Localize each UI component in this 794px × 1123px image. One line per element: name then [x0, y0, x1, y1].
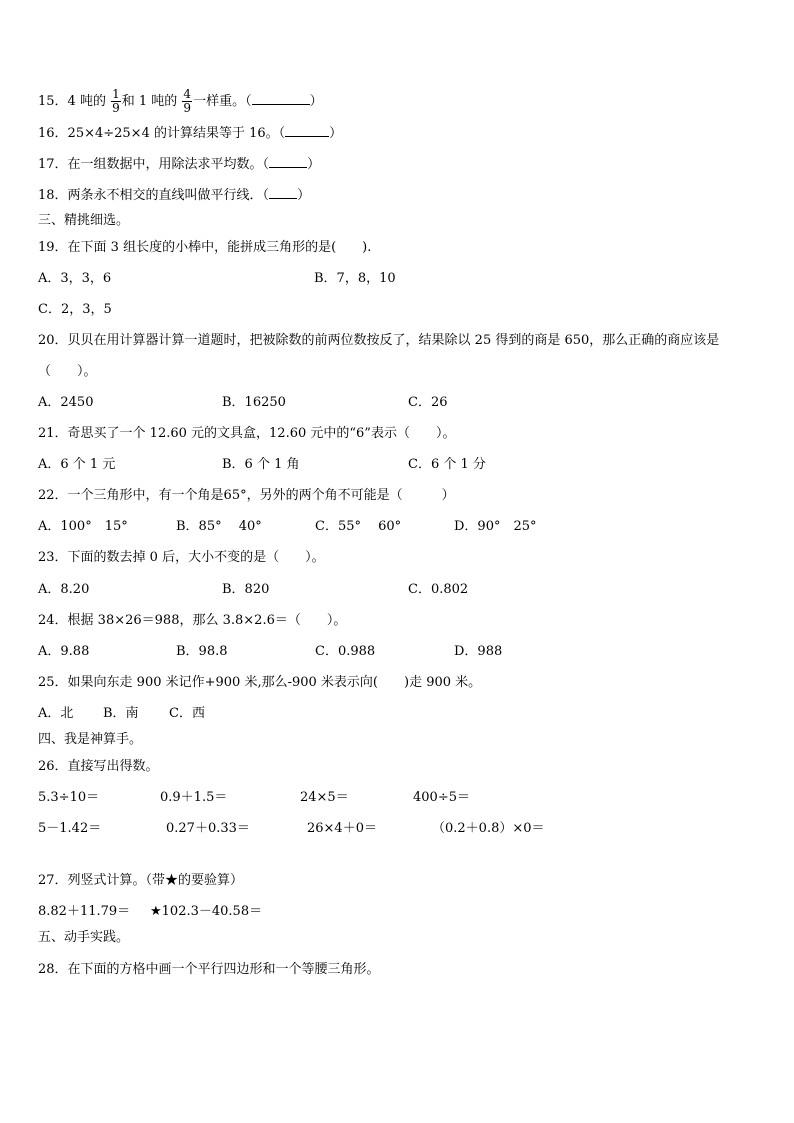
section-3-heading: 三、精挑细选。: [38, 213, 130, 228]
option-b[interactable]: B．7，8，10: [314, 271, 396, 286]
option-a[interactable]: A．3，3，6: [38, 271, 112, 286]
option-c[interactable]: C．0.802: [408, 582, 469, 597]
question-26: 26．直接写出得数。: [38, 759, 159, 774]
question-25: 25．如果向东走 900 米记作+900 米,那么-900 米表示向( )走 900 米。: [38, 675, 482, 690]
option-c[interactable]: C．55° 60°: [315, 519, 402, 534]
calc-item: （0.2＋0.8）×0＝: [432, 821, 545, 836]
question-number: 28．: [38, 962, 68, 977]
option-c[interactable]: C．0.988: [315, 644, 376, 659]
calc-item: 8.82＋11.79＝: [38, 904, 131, 919]
question-18: 18．两条永不相交的直线叫做平行线．（ ）: [38, 188, 311, 203]
option-d[interactable]: D．988: [454, 644, 503, 659]
option-a[interactable]: A．9.88: [38, 644, 90, 659]
question-number: 21．: [38, 426, 68, 441]
answer-blank[interactable]: [252, 92, 310, 105]
option-c[interactable]: C．26: [408, 395, 448, 410]
question-20: 20．贝贝在用计算器计算一道题时，把被除数的前两位数按反了，结果除以 25 得到的商是 650，那么正确的商应该是: [38, 333, 720, 348]
question-number: 16．: [38, 126, 68, 141]
question-number: 26．: [38, 759, 68, 774]
question-number: 17．: [38, 157, 68, 172]
calc-item: 5.3÷10＝: [38, 790, 100, 805]
question-28: 28．在下面的方格中画一个平行四边形和一个等腰三角形。: [38, 962, 380, 977]
question-number: 19．: [38, 240, 68, 255]
fraction-one-ninth: $\frac{1}{9}$: [112, 87, 120, 115]
option-b[interactable]: B．98.8: [176, 644, 228, 659]
question-21: 21．奇思买了一个 12.60 元的文具盒，12.60 元中的“6”表示（ ）。: [38, 426, 456, 441]
question-15: 15．4 吨的 $\frac{1}{9}$ 和 1 吨的 $\frac{4}{9}$ 一样重。（ ）: [38, 87, 323, 115]
question-23: 23．下面的数去掉 0 后，大小不变的是（ ）。: [38, 550, 325, 565]
option-c[interactable]: C．6 个 1 分: [408, 457, 486, 472]
question-20-answer-paren: （ ）。: [38, 364, 97, 379]
option-a[interactable]: A．北: [38, 706, 74, 721]
calc-item: 0.9＋1.5＝: [160, 790, 228, 805]
question-19: 19．在下面 3 组长度的小棒中，能拼成三角形的是( ).: [38, 240, 372, 255]
question-number: 25．: [38, 675, 68, 690]
answer-blank[interactable]: [269, 155, 307, 168]
question-number: 15．: [38, 94, 68, 109]
answer-blank[interactable]: [269, 186, 297, 199]
option-a[interactable]: A．6 个 1 元: [38, 457, 116, 472]
answer-blank[interactable]: [285, 124, 329, 137]
question-22: 22．一个三角形中，有一个角是65°，另外的两个角不可能是（ ）: [38, 488, 455, 503]
calc-item-starred: ★102.3－40.58＝: [150, 904, 263, 919]
question-number: 27．: [38, 873, 68, 888]
calc-item: 0.27＋0.33＝: [166, 821, 250, 836]
calc-item: 400÷5＝: [413, 790, 470, 805]
fraction-four-ninths: $\frac{4}{9}$: [183, 87, 192, 115]
question-number: 22．: [38, 488, 68, 503]
question-17: 17．在一组数据中，用除法求平均数。（ ）: [38, 157, 321, 172]
option-a[interactable]: A．2450: [38, 395, 94, 410]
calc-item: 5－1.42＝: [38, 821, 102, 836]
option-b[interactable]: B．820: [222, 582, 270, 597]
question-number: 23．: [38, 550, 68, 565]
option-b[interactable]: B．6 个 1 角: [222, 457, 300, 472]
option-b[interactable]: B．16250: [222, 395, 286, 410]
option-c[interactable]: C．西: [169, 706, 205, 721]
option-a[interactable]: A．100° 15°: [38, 519, 128, 534]
calc-item: 26×4＋0＝: [307, 821, 377, 836]
section-5-heading: 五、动手实践。: [38, 930, 130, 945]
question-number: 24．: [38, 613, 68, 628]
option-d[interactable]: D．90° 25°: [454, 519, 537, 534]
calc-item: 24×5＝: [300, 790, 349, 805]
option-b[interactable]: B．南: [103, 706, 139, 721]
section-4-heading: 四、我是神算手。: [38, 732, 143, 747]
option-b[interactable]: B．85° 40°: [176, 519, 262, 534]
question-16: 16．25×4÷25×4 的计算结果等于 16。（ ）: [38, 126, 343, 141]
option-a[interactable]: A．8.20: [38, 582, 90, 597]
question-number: 20．: [38, 333, 68, 348]
question-24: 24．根据 38×26＝988，那么 3.8×2.6＝（ ）。: [38, 613, 347, 628]
question-number: 18．: [38, 188, 68, 203]
question-27: 27．列竖式计算。（带★的要验算）: [38, 873, 244, 888]
option-c[interactable]: C．2，3，5: [38, 302, 112, 317]
